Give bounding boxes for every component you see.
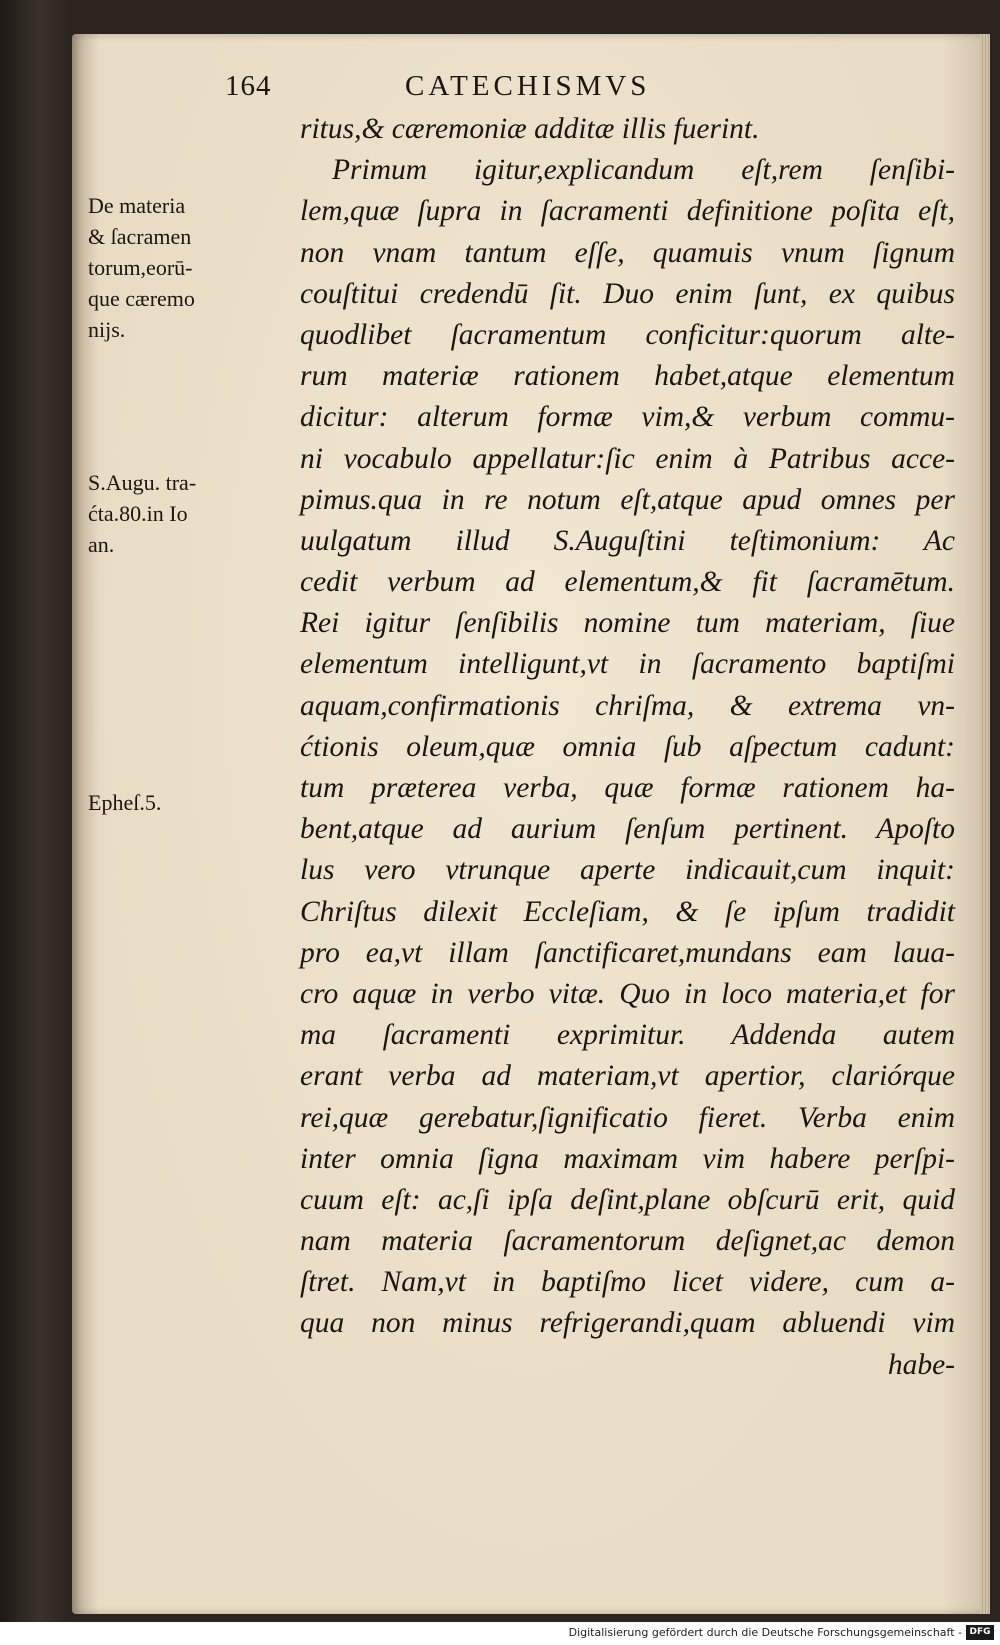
text-line: lem,quæ ſupra in ſacramenti definitione poſita eſt, <box>300 195 955 228</box>
text-line: ni vocabulo appellatur:ſic enim à Patribus acce- <box>300 442 955 475</box>
text-line: Rei igitur ſenſibilis nomine tum materiam, ſiue <box>300 607 955 640</box>
text-line: cro aquæ in verbo vitæ. Quo in loco materia,et for <box>300 977 955 1010</box>
text-line: ritus,& cæremoniæ additæ illis fuerint. <box>300 113 760 145</box>
text-line: bent,atque ad aurium ſenſum pertinent. Apoſto <box>300 813 955 846</box>
digitization-footer <box>0 1622 1000 1645</box>
text-line: Chriſtus dilexit Eccleſiam, & ſe ipſum tradidit <box>300 895 955 928</box>
page-edge <box>980 34 990 1614</box>
text-line: uulgatum illud S.Auguſtini teſtimonium: Ac <box>300 524 955 557</box>
text-line: aquam,confirmationis chriſma, & extrema vn- <box>300 689 955 722</box>
text-line: cedit verbum ad elementum,& fit ſacramētum. <box>300 566 955 599</box>
text-line: ſtret. Nam,vt in baptiſmo licet videre, cum a- <box>300 1266 955 1299</box>
text-line: Primum igitur,explicandum eſt,rem ſenſibi- <box>332 154 955 187</box>
running-title: CATECHISMVS <box>405 70 651 102</box>
text-line: nam materia ſacramentorum deſignet,ac demon <box>300 1225 955 1258</box>
text-line: cuum eſt: ac,ſi ipſa deſint,plane obſcurū erit, quid <box>300 1183 955 1216</box>
funding-credit: Digitalisierung gefördert durch die Deutsche Forschungsgemeinschaft - <box>568 1626 962 1639</box>
dfg-logo-icon: DFG <box>966 1625 994 1640</box>
text-line: ma ſacramenti exprimitur. Addenda autem <box>300 1019 955 1052</box>
text-line: non vnam tantum eſſe, quamuis vnum ſignum <box>300 236 955 269</box>
text-line: tum præterea verba, quæ formæ rationem ha- <box>300 772 955 804</box>
main-text <box>300 109 955 1386</box>
text-line: qua non minus refrigerandi,quam abluendi vim <box>300 1307 955 1340</box>
text-line: rei,quæ gerebatur,ſignificatio fieret. Verba enim <box>300 1101 955 1134</box>
text-line: erant verba ad materiam,vt apertior, clariórque <box>300 1060 955 1093</box>
text-line: quodlibet ſacramentum conficitur:quorum alte- <box>300 318 955 351</box>
text-line: rum materiæ rationem habet,atque elementum <box>300 360 955 393</box>
text-line: inter omnia ſigna maximam vim habere perſpi- <box>300 1142 955 1175</box>
text-line: ćtionis oleum,quæ omnia ſub aſpectum cadunt: <box>300 730 955 763</box>
page-number: 164 <box>225 70 272 102</box>
text-line: pro ea,vt illam ſanctificaret,mundans eam laua- <box>300 936 955 969</box>
text-line: dicitur: alterum formæ vim,& verbum commu- <box>300 401 955 434</box>
text-line: pimus.qua in re notum eſt,atque apud omnes per <box>300 483 955 516</box>
margin-note-ephesians: Epheſ.5. <box>88 790 162 815</box>
margin-note-augustinus: S.Augu. tra- ćta.80.in Io an. <box>88 470 197 557</box>
text-line: elementum intelligunt,vt in ſacramento baptiſmi <box>300 648 955 681</box>
text-line: couſtitui credendū ſit. Duo enim ſunt, ex quibus <box>300 277 955 310</box>
catchword: habe- <box>887 1348 955 1381</box>
text-line: lus vero vtrunque aperte indicauit,cum inquit: <box>300 854 955 887</box>
margin-note-materia: De materia & ſacramen torum,eorū- que cæremo nijs. <box>88 193 195 342</box>
